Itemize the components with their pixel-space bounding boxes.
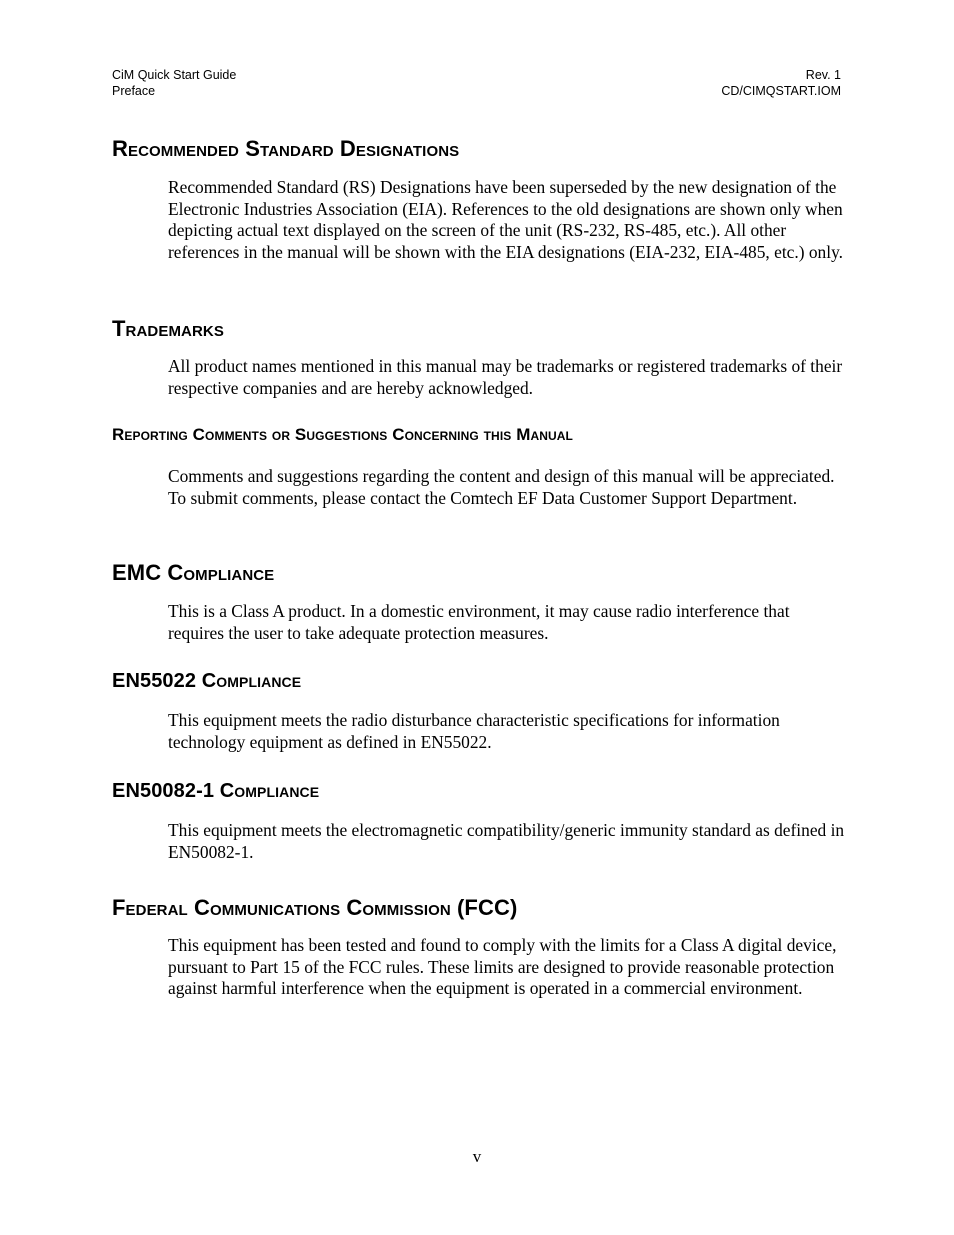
section-body: Comments and suggestions regarding the content and design of this manual will be appreciated. To submit comments, please contact the Comtech EF Data Customer Support Department. <box>168 466 835 508</box>
running-header-left <box>112 67 236 99</box>
page-number: v <box>472 1147 482 1166</box>
section-trademarks <box>112 316 847 399</box>
section-heading: EMC Compliance <box>112 560 275 585</box>
section-recommended-standard <box>112 136 847 264</box>
section-heading: Reporting Comments or Suggestions Concerning this Manual <box>112 425 573 444</box>
revision-label: Rev. 1 <box>805 68 841 82</box>
section-heading: EN55022 Compliance <box>112 670 302 692</box>
section-heading: EN50082-1 Compliance <box>112 780 320 802</box>
section-emc-compliance <box>112 560 847 644</box>
chapter-name: Preface <box>112 84 156 98</box>
section-body: This equipment meets the electromagnetic compatibility/generic immunity standard as defined in EN50082-1. <box>168 820 845 862</box>
section-heading: Federal Communications Commission (FCC) <box>112 895 518 920</box>
section-body: This is a Class A product. In a domestic environment, it may cause radio interference that requires the user to take adequate protection measures. <box>168 601 790 643</box>
section-reporting-comments <box>112 424 847 509</box>
section-body: Recommended Standard (RS) Designations have been superseded by the new designation of the Electronic Industries Association (EIA). References to the old designations are shown only when depicting actual text displayed on the screen of the unit (RS-232, RS-485, etc.). All other references in the manual will be shown with the EIA designations (EIA-232, EIA-485, etc.) only. <box>168 177 843 263</box>
section-body: This equipment meets the radio disturbance characteristic specifications for information technology equipment as defined in EN55022. <box>168 710 780 752</box>
section-heading: Recommended Standard Designations <box>112 136 460 161</box>
section-body: This equipment has been tested and found to comply with the limits for a Class A digital device, pursuant to Part 15 of the FCC rules. These limits are designed to provide reasonable protection against harmful interference when the equipment is operated in a commercial environment. <box>168 935 837 999</box>
document-title: CiM Quick Start Guide <box>112 68 237 82</box>
section-body: All product names mentioned in this manual may be trademarks or registered trademarks of their respective companies and are hereby acknowledged. <box>168 356 843 398</box>
running-header-right <box>721 67 841 99</box>
section-en55022 <box>112 669 847 753</box>
section-fcc <box>112 895 847 1000</box>
section-heading: Trademarks <box>112 316 224 341</box>
section-en50082 <box>112 779 847 863</box>
document-code: CD/CIMQSTART.IOM <box>721 84 841 98</box>
